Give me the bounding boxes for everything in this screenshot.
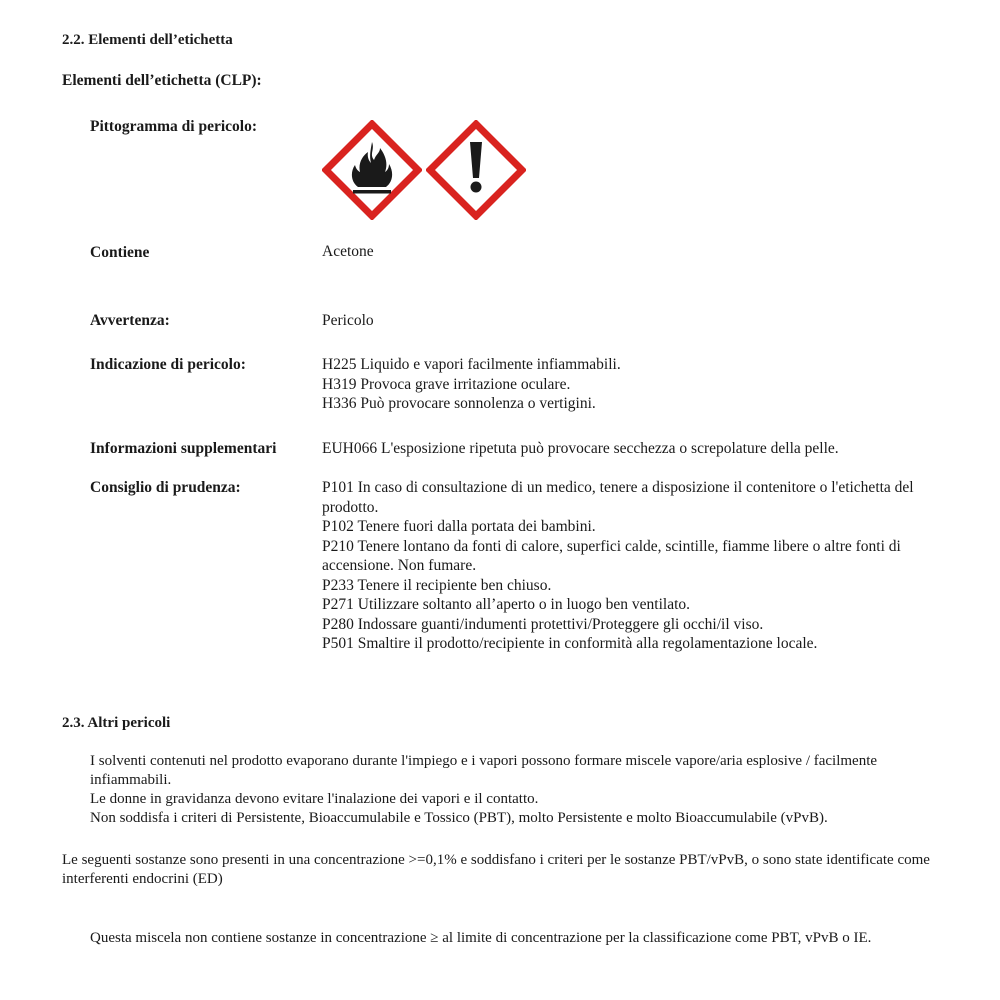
hazard-statement: H225 Liquido e vapori facilmente infiammabili. xyxy=(322,356,621,373)
flame-pictogram xyxy=(322,120,422,220)
supplementary-info-label: Informazioni supplementari xyxy=(90,440,277,457)
pictogram-label: Pittogramma di pericolo: xyxy=(90,118,258,135)
other-hazards-line: Non soddisfa i criteri di Persistente, Bioaccumulabile e Tossico (PBT), molto Persistente e molto Bioaccumulabile (vPvB). xyxy=(90,810,828,826)
hazard-statements-list xyxy=(322,355,942,414)
precautionary-statements-label: Consiglio di prudenza: xyxy=(90,479,241,496)
section-2-2-heading: 2.2. Elementi dell’etichetta xyxy=(62,32,233,48)
signal-word-label: Avvertenza: xyxy=(90,312,170,329)
pbt-statement: Le seguenti sostanze sono presenti in una concentrazione >=0,1% e soddisfano i criteri per le sostanze PBT/vPvB, o sono state identificate come interferenti endocrini (ED) xyxy=(62,852,930,887)
precautionary-statement: P280 Indossare guanti/indumenti protettivi/Proteggere gli occhi/il viso. xyxy=(322,615,764,633)
hazard-statement: H336 Può provocare sonnolenza o vertigini. xyxy=(322,395,596,412)
clp-subheading: Elementi dell’etichetta (CLP): xyxy=(62,72,262,89)
precautionary-statement: P233 Tenere il recipiente ben chiuso. xyxy=(322,576,552,594)
section-2-3-heading: 2.3. Altri pericoli xyxy=(62,715,171,731)
precautionary-statement: P501 Smaltire il prodotto/recipiente in conformità alla regolamentazione locale. xyxy=(322,635,818,652)
supplementary-info-value: EUH066 L'esposizione ripetuta può provocare secchezza o screpolature della pelle. xyxy=(322,440,839,457)
precautionary-statement: P210 Tenere lontano da fonti di calore, superfici calde, scintille, fiamme libere o altre fonti di accensione. Non fumare. xyxy=(322,537,901,574)
precautionary-statements-list xyxy=(322,478,952,654)
mixture-statement: Questa miscela non contiene sostanze in concentrazione ≥ al limite di concentrazione per la classificazione come PBT, vPvB o IE. xyxy=(90,930,872,946)
precautionary-statement: P102 Tenere fuori dalla portata dei bambini. xyxy=(322,518,596,535)
precautionary-statement: P271 Utilizzare soltanto all’aperto o in luogo ben ventilato. xyxy=(322,596,691,613)
contains-value: Acetone xyxy=(322,243,374,260)
precautionary-statement: P101 In caso di consultazione di un medico, tenere a disposizione il contenitore o l'etichetta del prodotto. xyxy=(322,479,914,516)
hazard-statements-label: Indicazione di pericolo: xyxy=(90,356,246,373)
other-hazards-line: I solventi contenuti nel prodotto evaporano durante l'impiego e i vapori possono formare miscele vapore/aria esplosive / facilmente infiammabili. xyxy=(90,753,878,788)
signal-word-value: Pericolo xyxy=(322,312,374,329)
contains-label: Contiene xyxy=(90,244,150,261)
exclamation-pictogram xyxy=(426,120,526,220)
hazard-statement: H319 Provoca grave irritazione oculare. xyxy=(322,375,571,393)
other-hazards-paragraph xyxy=(90,752,930,828)
other-hazards-line: Le donne in gravidanza devono evitare l'inalazione dei vapori e il contatto. xyxy=(90,791,539,807)
